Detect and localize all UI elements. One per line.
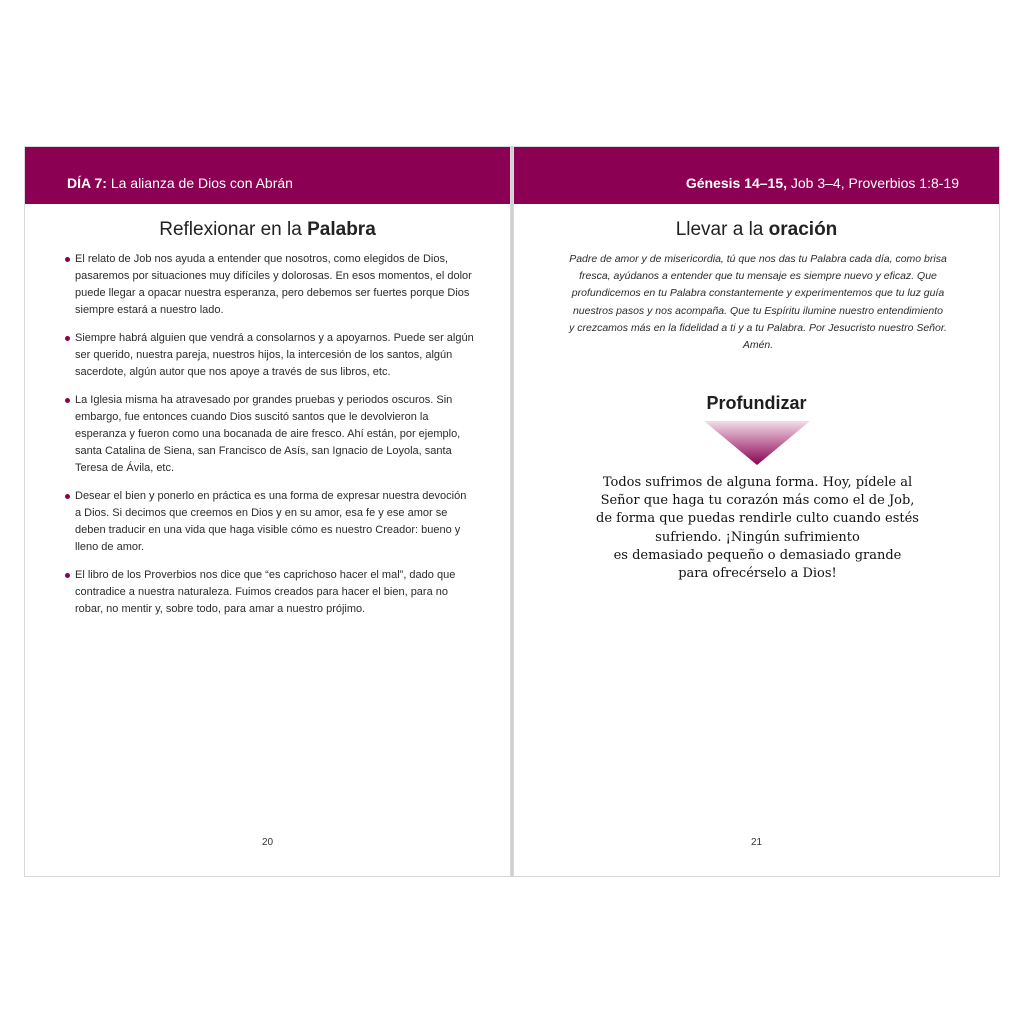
deepen-line: Todos sufrimos de alguna forma. Hoy, pídele al	[602, 475, 913, 490]
left-page	[24, 146, 511, 877]
prayer-line: Amén.	[742, 339, 774, 352]
reflect-title-emphasis: Palabra	[307, 219, 376, 240]
reflection-item-5: El libro de los Proverbios nos dice que “es caprichoso hacer el mal”, dado que contradice a nuestra naturaleza. Fuimos creados para hacer el bien, para no robar, no mentir y, sobre todo, para amar a nuestro prójimo.	[75, 567, 475, 618]
deepen-line: de forma que puedas rendirle culto cuando estés	[596, 511, 919, 527]
prayer-title-prefix: Llevar a la	[675, 219, 764, 240]
reflection-item-1: El relato de Job nos ayuda a entender que nosotros, como elegidos de Dios, pasaremos por situaciones muy difíciles y dolorosas. En esos momentos, el dolor puede llegar a opacar nuestra esperanza, pero debemos ser fuertes porque Dios siempre estará a nuestro lado.	[75, 251, 475, 319]
reflection-item-4: Desear el bien y ponerlo en práctica es una forma de expresar nuestra devoción a Dios. Si decimos que creemos en Dios y en su amor, esa fe y ese amor se deben traducir en una vida que haga visible cómo es nuestro Creador: bueno y lleno de amor.	[75, 488, 475, 556]
reading-bold: Génesis 14–15,	[685, 175, 787, 191]
right-page-header	[514, 147, 999, 204]
reflection-item-2: Siempre habrá alguien que vendrá a consolarnos y a apoyarnos. Puede ser algún ser querido, nuestra pareja, nuestros hijos, la intercesión de los santos, algún sacerdote, algún autor que nos apoye a través de sus libros, etc.	[75, 330, 475, 381]
deepen-line: Señor que haga tu corazón más como el de Job,	[600, 493, 915, 509]
day-title: La alianza de Dios con Abrán	[110, 175, 293, 191]
prayer-line: nuestros pasos y nos acompaña. Que tu Espíritu ilumine nuestro entendimiento	[572, 304, 944, 317]
prayer-line: y crezcamos más en la fidelidad a ti y a tu Palabra. Por Jesucristo nuestro Señor.	[569, 321, 947, 334]
down-triangle-icon	[704, 421, 810, 467]
reflect-section-title	[25, 219, 510, 241]
prayer-text	[562, 251, 954, 354]
reflection-item-3: La Iglesia misma ha atravesado por grandes pruebas y periodos oscuros. Sin embargo, fue entonces cuando Dios suscitó santos que le devolvieron la esperanza y fueron como una bocanada de aire fresco. Ahí están, por ejemplo, santa Catalina de Siena, san Francisco de Asís, san Ignacio de Loyola, santa Teresa de Ávila, etc.	[75, 392, 475, 477]
reading-rest: Job 3–4, Proverbios 1:8-19	[790, 175, 959, 191]
right-page	[513, 146, 1000, 877]
prayer-title-emphasis: oración	[768, 219, 838, 240]
prayer-line: fresca, ayúdanos a entender que tu mensaje es siempre nuevo y eficaz. Que	[579, 270, 937, 283]
page-number-left: 20	[261, 837, 274, 848]
page-number-right: 21	[750, 837, 763, 848]
reflection-list	[75, 251, 475, 629]
day-label: DÍA 7:	[67, 175, 107, 191]
left-page-header	[25, 147, 510, 204]
deepen-line: para ofrecérselo a Dios!	[678, 566, 837, 582]
prayer-section-title	[514, 219, 999, 241]
deepen-line: sufriendo. ¡Ningún sufrimiento	[655, 529, 860, 545]
prayer-line: Padre de amor y de misericordia, tú que nos das tu Palabra cada día, como brisa	[569, 253, 947, 265]
prayer-line: profundicemos en tu Palabra constantemente y experimentemos que tu luz guía	[571, 287, 945, 300]
deepen-text	[574, 474, 941, 583]
deepen-title: Profundizar	[706, 393, 807, 413]
deepen-line: es demasiado pequeño o demasiado grande	[613, 547, 902, 563]
reflect-title-prefix: Reflexionar en la	[159, 219, 302, 240]
